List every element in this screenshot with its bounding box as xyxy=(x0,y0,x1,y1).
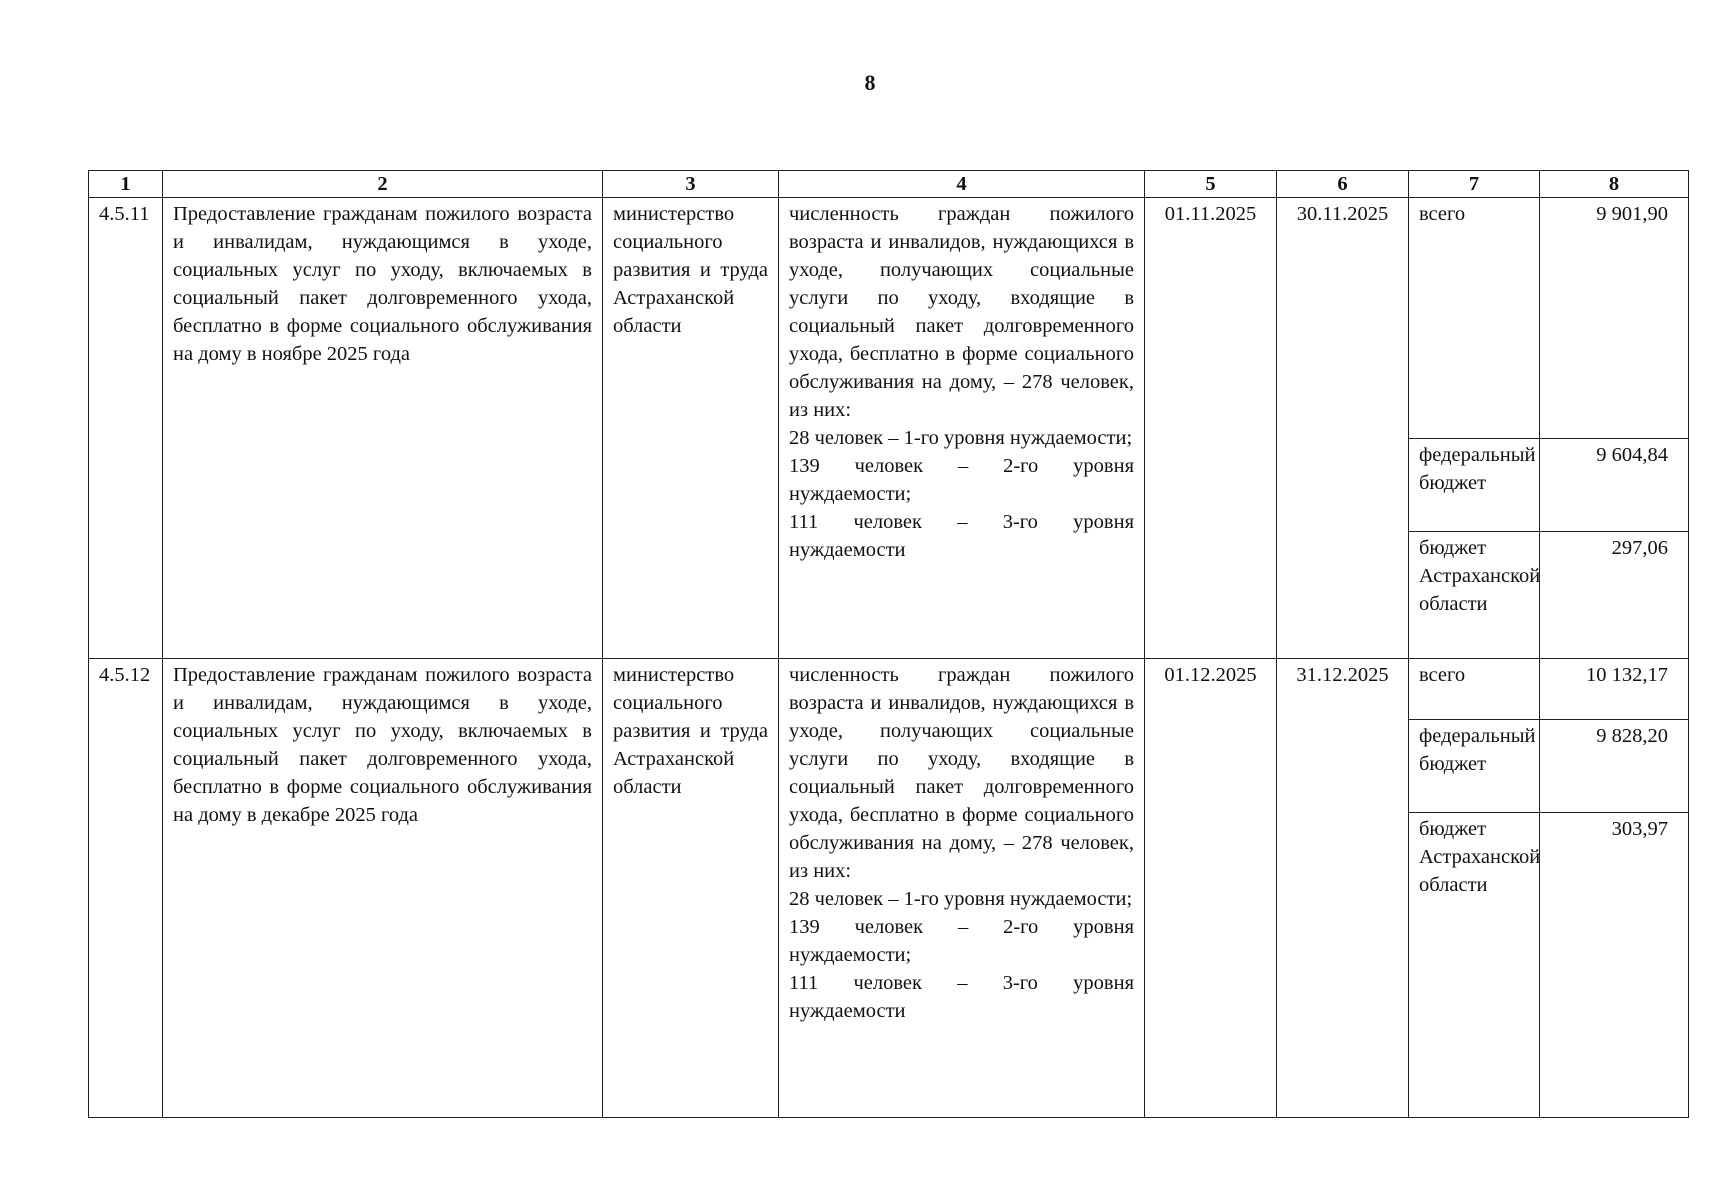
funding-source: бюджет Астраханской области xyxy=(1409,813,1540,1118)
indicator-text: численность граждан пожилого возраста и инвалидов, нуждающихся в уходе, получающих социальные услуги по уходу, входящие в социальный пакет долговременного ухода, бесплатно в форме социального обслуживания на дому, – 278 человек, из них: xyxy=(789,664,1134,882)
start-date: 01.11.2025 xyxy=(1145,198,1277,659)
indicator-item: 28 человек – 1-го уровня нуждаемости; xyxy=(789,427,1133,449)
indicator-item: 139 человек – 2-го уровня нуждаемости; xyxy=(789,455,1134,505)
row-executor: министерство социального развития и труда Астраханской области xyxy=(603,198,779,659)
start-date: 01.12.2025 xyxy=(1145,659,1277,1118)
indicator-item: 139 человек – 2-го уровня нуждаемости; xyxy=(789,916,1134,966)
row-id: 4.5.11 xyxy=(89,198,163,659)
column-header: 3 xyxy=(603,171,779,198)
funding-source: всего xyxy=(1409,659,1540,720)
indicator-item: 111 человек – 3-го уровня нуждаемости xyxy=(789,972,1134,1022)
funding-amount: 10 132,17 xyxy=(1540,659,1689,720)
row-description: Предоставление гражданам пожилого возраста и инвалидам, нуждающимся в уходе, социальных услуг по уходу, включаемых в социальный пакет долговременного ухода, бесплатно в форме социального обслуживания на дому в декабре 2025 года xyxy=(163,659,603,1118)
indicator-text: численность граждан пожилого возраста и инвалидов, нуждающихся в уходе, получающих социальные услуги по уходу, входящие в социальный пакет долговременного ухода, бесплатно в форме социального обслуживания на дому, – 278 человек, из них: xyxy=(789,203,1134,421)
end-date: 31.12.2025 xyxy=(1277,659,1409,1118)
page-number: 8 xyxy=(864,70,876,95)
row-id: 4.5.12 xyxy=(89,659,163,1118)
funding-amount: 303,97 xyxy=(1540,813,1689,1118)
row-executor: министерство социального развития и труда Астраханской области xyxy=(603,659,779,1118)
table-row xyxy=(89,659,1689,720)
row-indicator xyxy=(779,659,1145,1118)
column-header: 8 xyxy=(1540,171,1689,198)
funding-source: бюджет Астраханской области xyxy=(1409,532,1540,659)
funding-source: федеральный бюджет xyxy=(1409,720,1540,813)
funding-amount: 9 604,84 xyxy=(1540,439,1689,532)
document-table xyxy=(88,170,1689,1118)
funding-amount: 297,06 xyxy=(1540,532,1689,659)
column-header: 1 xyxy=(89,171,163,198)
funding-amount: 9 901,90 xyxy=(1540,198,1689,439)
column-header: 6 xyxy=(1277,171,1409,198)
column-header: 2 xyxy=(163,171,603,198)
funding-source: федеральный бюджет xyxy=(1409,439,1540,532)
table-header-row xyxy=(89,171,1689,198)
column-header: 7 xyxy=(1409,171,1540,198)
indicator-item: 111 человек – 3-го уровня нуждаемости xyxy=(789,511,1134,561)
row-indicator xyxy=(779,198,1145,659)
funding-source: всего xyxy=(1409,198,1540,439)
column-header: 4 xyxy=(779,171,1145,198)
table-row xyxy=(89,198,1689,439)
column-header: 5 xyxy=(1145,171,1277,198)
end-date: 30.11.2025 xyxy=(1277,198,1409,659)
funding-amount: 9 828,20 xyxy=(1540,720,1689,813)
row-description: Предоставление гражданам пожилого возраста и инвалидам, нуждающимся в уходе, социальных услуг по уходу, включаемых в социальный пакет долговременного ухода, бесплатно в форме социального обслуживания на дому в ноябре 2025 года xyxy=(163,198,603,659)
indicator-item: 28 человек – 1-го уровня нуждаемости; xyxy=(789,888,1133,910)
